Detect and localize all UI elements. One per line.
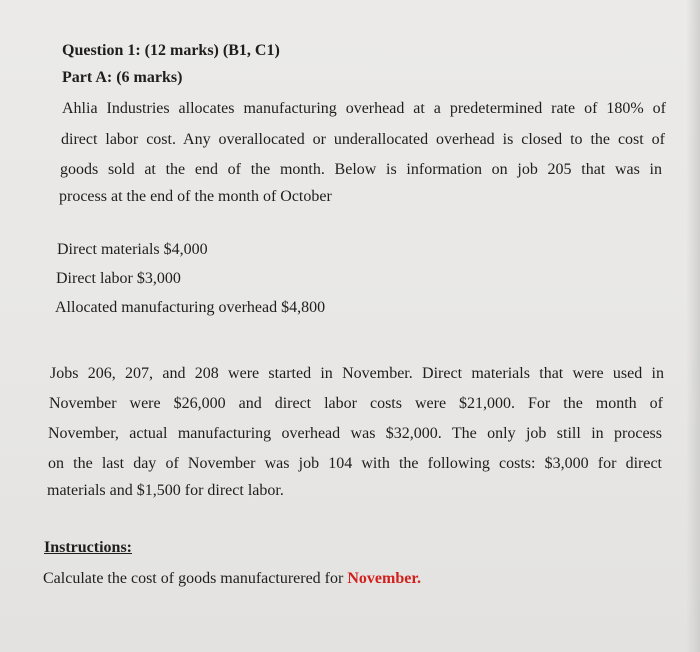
november-line-1: Jobs 206, 207, and 208 were started in November. Direct materials that were used in: [50, 365, 664, 382]
intro-line-3: goods sold at the end of the month. Below is information on job 205 that was in: [60, 161, 662, 178]
intro-line-4: process at the end of the month of October: [59, 188, 332, 205]
page-edge-shadow: [686, 0, 700, 652]
question-heading: Question 1: (12 marks) (B1, C1): [62, 42, 280, 59]
instructions-text: [43, 570, 421, 588]
instructions-highlight: November.: [347, 570, 421, 587]
intro-line-1: Ahlia Industries allocates manufacturing overhead at a predetermined rate of 180% of: [62, 100, 666, 117]
november-line-5: materials and $1,500 for direct labor.: [47, 482, 284, 499]
november-line-3: November, actual manufacturing overhead was $32,000. The only job still in process: [48, 425, 662, 442]
allocated-overhead-line: Allocated manufacturing overhead $4,800: [55, 299, 326, 316]
intro-line-2: direct labor cost. Any overallocated or underallocated overhead is closed to the cost of: [61, 131, 665, 148]
part-heading: Part A: (6 marks): [62, 69, 183, 86]
direct-materials-line: Direct materials $4,000: [57, 241, 208, 258]
november-line-2: November were $26,000 and direct labor costs were $21,000. For the month of: [49, 395, 663, 412]
instructions-heading: Instructions:: [44, 539, 133, 556]
direct-labor-line: Direct labor $3,000: [56, 270, 181, 287]
november-line-4: on the last day of November was job 104 with the following costs: $3,000 for direct: [48, 455, 662, 472]
instructions-text-body: Calculate the cost of goods manufacturered for: [43, 570, 348, 587]
